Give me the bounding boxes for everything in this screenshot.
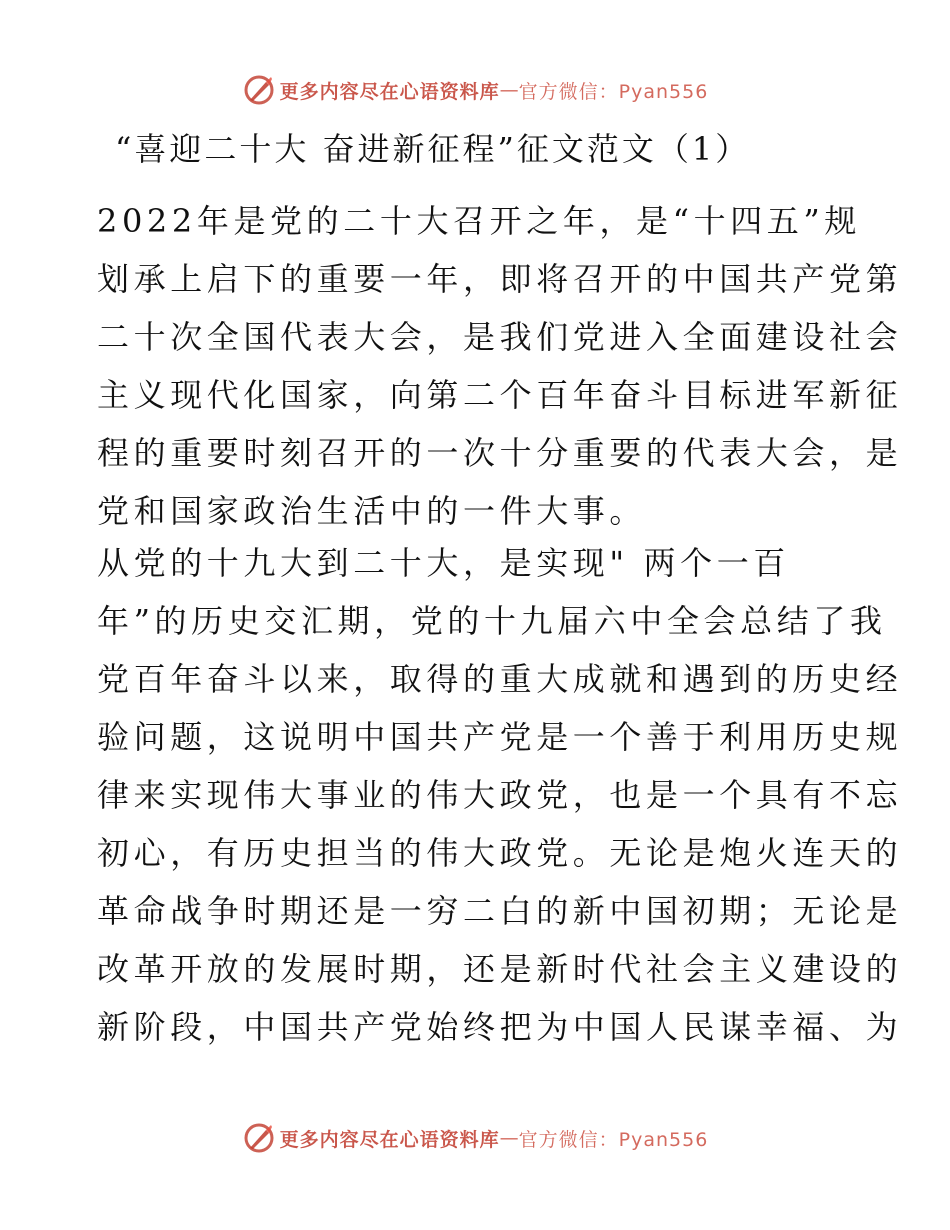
header-promo-text: 更多内容尽在心语资料库	[279, 80, 500, 103]
paragraph-2	[97, 534, 903, 1056]
paragraph-line: 二十次全国代表大会，是我们党进入全面建设社会	[97, 318, 903, 356]
paragraph-line: 划承上启下的重要一年，即将召开的中国共产党第	[97, 260, 903, 298]
quill-pen-logo-icon	[242, 73, 276, 107]
footer-promo-text: 更多内容尽在心语资料库	[279, 1128, 500, 1151]
document-title: “喜迎二十大 奋进新征程”征文范文（1）	[115, 130, 751, 168]
paragraph-line: 2022年是党的二十大召开之年，是“十四五”规	[97, 202, 861, 240]
footer-dash: —	[499, 1127, 519, 1149]
quill-pen-logo-icon	[242, 1121, 276, 1155]
paragraph-line: 党百年奋斗以来，取得的重大成就和遇到的历史经	[97, 660, 903, 698]
paragraph-line: 验问题，这说明中国共产党是一个善于利用历史规	[97, 718, 903, 756]
paragraph-line: 年”的历史交汇期，党的十九届六中全会总结了我	[97, 602, 887, 640]
header-banner	[0, 70, 950, 110]
paragraph-line: 初心，有历史担当的伟大政党。无论是炮火连天的	[97, 834, 903, 872]
paragraph-line: 主义现代化国家，向第二个百年奋斗目标进军新征	[97, 376, 903, 414]
footer-contact: 官方微信：Pyan556	[518, 1128, 709, 1151]
header-contact: 官方微信：Pyan556	[518, 80, 709, 103]
paragraph-1	[97, 192, 903, 540]
footer-banner	[0, 1118, 950, 1158]
paragraph-line: 革命战争时期还是一穷二白的新中国初期；无论是	[97, 892, 903, 930]
paragraph-line: 从党的十九大到二十大，是实现" 两个一百	[97, 544, 790, 582]
paragraph-line: 程的重要时刻召开的一次十分重要的代表大会，是	[97, 434, 903, 472]
paragraph-line: 律来实现伟大事业的伟大政党，也是一个具有不忘	[97, 776, 903, 814]
paragraph-line: 改革开放的发展时期，还是新时代社会主义建设的	[97, 950, 903, 988]
header-dash: —	[499, 79, 519, 101]
paragraph-line: 党和国家政治生活中的一件大事。	[97, 492, 647, 530]
paragraph-line: 新阶段，中国共产党始终把为中国人民谋幸福、为	[97, 1008, 903, 1046]
